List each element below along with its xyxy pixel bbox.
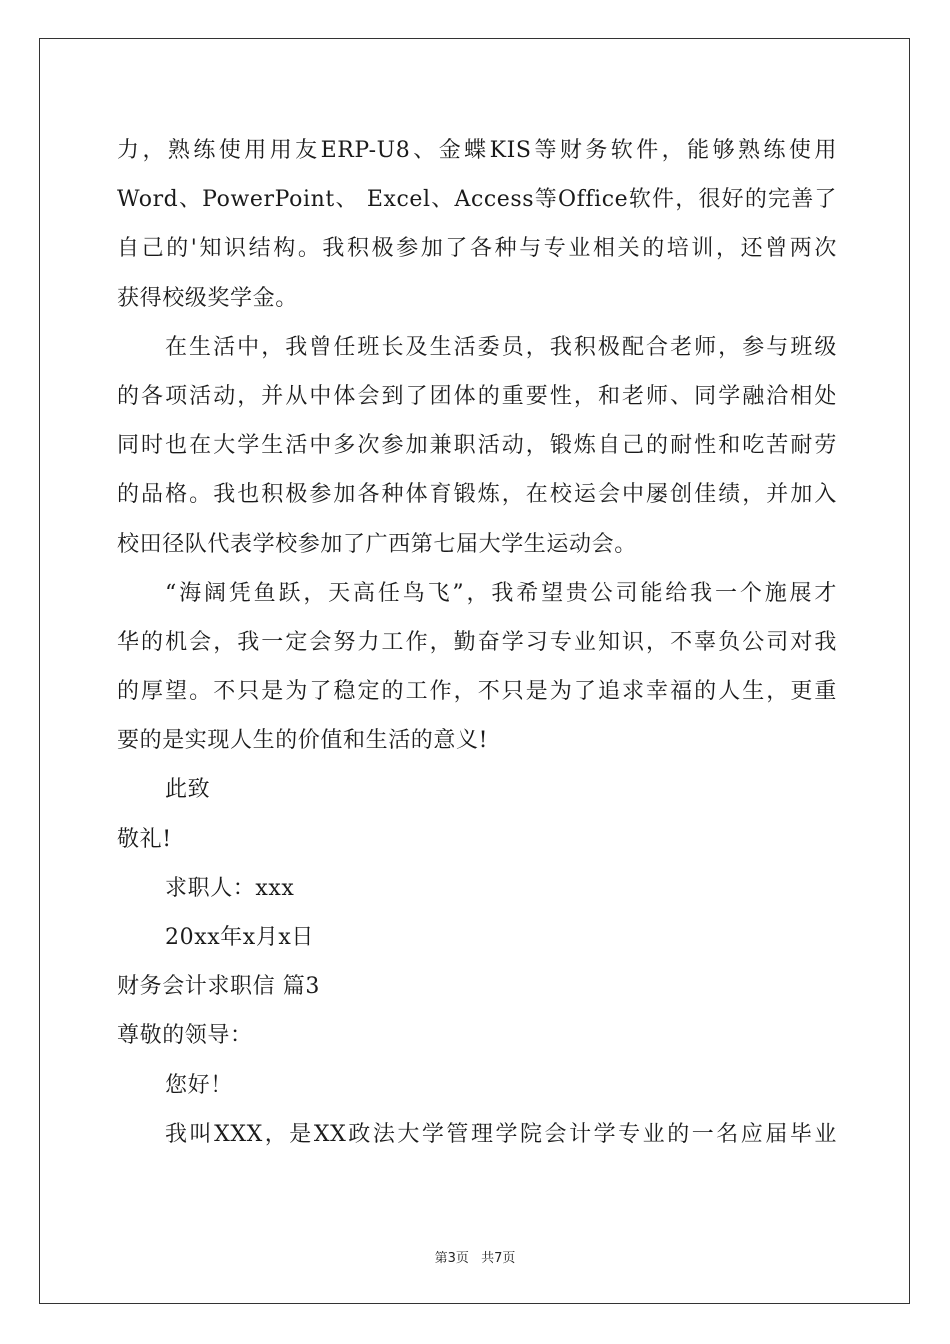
paragraph-start: 在生活中，我曾任班长及生活委员，我积极配合老师，参与班级: [165, 334, 837, 360]
text-line: 自己的'知识结构。我积极参加了各种与专业相关的培训，还曾两次: [117, 236, 837, 262]
letter-salutation: 尊敬的领导：: [117, 1023, 253, 1049]
text-line: 获得校级奖学金。: [117, 285, 298, 311]
text-line: 的厚望。不只是为了稳定的工作，不只是为了追求幸福的人生，更重: [117, 679, 837, 705]
text-line: 的各项活动，并从中体会到了团体的重要性，和老师、同学融洽相处: [117, 383, 837, 409]
page-total: 共7页: [481, 1251, 516, 1266]
closing-regards: 敬礼!: [117, 826, 172, 852]
page-footer: [0, 1247, 950, 1266]
text-line: 的品格。我也积极参加各种体育锻炼，在校运会中屡创佳绩，并加入: [117, 482, 837, 508]
signature-name: 求职人：xxx: [165, 875, 295, 901]
closing-salutation: 此致: [165, 777, 211, 803]
text-line: 力，熟练使用用友ERP-U8、金蝶KIS等财务软件，能够熟练使用: [117, 138, 837, 163]
text-line: Word、PowerPoint、 Excel、Access等Office软件，很好的完善了: [117, 187, 837, 213]
text-line: 要的是实现人生的价值和生活的意义!: [117, 728, 489, 754]
text-line: 校田径队代表学校参加了广西第七届大学生运动会。: [117, 531, 637, 557]
text-line: 华的机会，我一定会努力工作，勤奋学习专业知识，不辜负公司对我: [117, 629, 837, 655]
paragraph-start: 我叫XXX，是XX政法大学管理学院会计学专业的一名应届毕业: [165, 1121, 837, 1147]
page-number: 第3页: [434, 1251, 469, 1266]
paragraph-start: “海阔凭鱼跃，天高任鸟飞”，我希望贵公司能给我一个施展才: [165, 580, 837, 606]
greeting: 您好！: [165, 1072, 233, 1098]
section-heading: 财务会计求职信 篇3: [117, 974, 320, 1000]
text-line: 同时也在大学生活中多次参加兼职活动，锻炼自己的耐性和吃苦耐劳: [117, 433, 837, 459]
signature-date: 20xx年x月x日: [165, 925, 315, 950]
letter-body: [117, 126, 837, 1159]
